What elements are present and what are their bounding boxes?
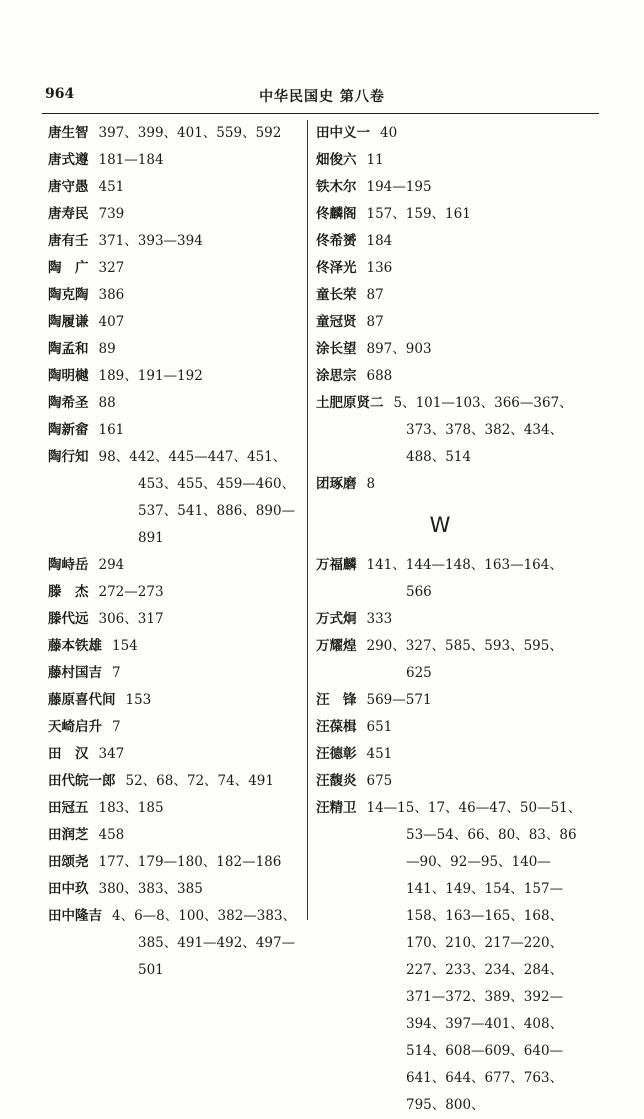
index-entry	[48, 768, 306, 795]
index-entry	[316, 309, 586, 336]
entry-pages: 290、327、585、593、595、625	[366, 638, 563, 681]
entry-pages: 306、317	[98, 611, 164, 627]
entry-pages: 386	[98, 287, 125, 303]
entry-name: 唐有壬	[48, 233, 89, 249]
entry-pages: 177、179—180、182—186	[98, 854, 282, 870]
entry-name: 陶峙岳	[48, 557, 89, 573]
entry-name: 万耀煌	[316, 638, 357, 654]
index-entry	[48, 903, 306, 984]
entry-pages: 161	[98, 422, 125, 438]
entry-name: 陶履谦	[48, 314, 89, 330]
entry-pages: 153	[125, 692, 152, 708]
index-entry	[316, 633, 586, 687]
header-rule	[42, 113, 599, 114]
entry-pages: 136	[366, 260, 393, 276]
index-entry	[316, 147, 586, 174]
index-entry	[316, 255, 586, 282]
entry-pages: 8	[366, 476, 376, 492]
entry-name: 童冠贤	[316, 314, 357, 330]
index-entry	[316, 471, 586, 498]
entry-pages: 184	[366, 233, 393, 249]
entry-name: 汪葆楫	[316, 719, 357, 735]
entry-pages: 294	[98, 557, 125, 573]
entry-name: 田 汉	[48, 746, 89, 762]
entry-name: 陶明樾	[48, 368, 89, 384]
entry-name: 陶新畲	[48, 422, 89, 438]
entry-pages: 897、903	[366, 341, 432, 357]
entry-name: 畑俊六	[316, 152, 357, 168]
entry-pages: 347	[98, 746, 125, 762]
index-entry	[48, 849, 306, 876]
entry-name: 陶克陶	[48, 287, 89, 303]
index-entry	[316, 768, 586, 795]
entry-pages: 7	[112, 665, 121, 681]
index-entry	[48, 390, 306, 417]
entry-pages: 88	[98, 395, 116, 411]
entry-name: 涂思宗	[316, 368, 357, 384]
entry-pages: 407	[98, 314, 125, 330]
entry-pages: 194—195	[366, 179, 432, 195]
entry-pages: 183、185	[98, 800, 164, 816]
entry-name: 万式炯	[316, 611, 357, 627]
entry-pages: 397、399、401、559、592	[98, 125, 282, 141]
entry-name: 唐生智	[48, 125, 89, 141]
index-entry	[48, 363, 306, 390]
index-entry	[316, 174, 586, 201]
index-entry	[48, 282, 306, 309]
index-entry	[316, 120, 586, 147]
entry-name: 滕代远	[48, 611, 89, 627]
entry-pages: 189、191—192	[98, 368, 203, 384]
entry-name: 陶希圣	[48, 395, 89, 411]
entry-name: 唐式遵	[48, 152, 89, 168]
entry-name: 万福麟	[316, 557, 357, 573]
entry-name: 汪德彰	[316, 746, 357, 762]
index-entry	[48, 795, 306, 822]
index-column-left	[48, 120, 306, 984]
entry-pages: 141、144—148、163—164、566	[366, 557, 563, 600]
section-letter: W	[429, 513, 451, 537]
entry-pages: 458	[98, 827, 125, 843]
entry-name: 唐守愚	[48, 179, 89, 195]
entry-name: 佟泽光	[316, 260, 357, 276]
entry-pages: 181—184	[98, 152, 164, 168]
index-entry	[48, 552, 306, 579]
entry-pages: 5、101—103、366—367、373、378、382、434、488、514	[393, 395, 573, 465]
index-entry	[48, 174, 306, 201]
index-entry	[48, 201, 306, 228]
index-entry	[48, 606, 306, 633]
entry-pages: 11	[366, 152, 384, 168]
entry-name: 团琢磨	[316, 476, 357, 492]
entry-name: 唐寿民	[48, 206, 89, 222]
entry-name: 田冠五	[48, 800, 89, 816]
entry-pages: 380、383、385	[98, 881, 203, 897]
index-entry	[48, 633, 306, 660]
entry-name: 田中隆吉	[48, 908, 102, 924]
index-entry	[316, 201, 586, 228]
index-entry	[316, 741, 586, 768]
running-title: 中华民国史 第八卷	[259, 89, 385, 105]
index-entry	[48, 876, 306, 903]
index-entry	[316, 552, 586, 606]
index-entry	[316, 363, 586, 390]
index-column-right	[316, 120, 586, 1119]
entry-name: 土肥原贤二	[316, 395, 384, 411]
page-number: 964	[45, 86, 75, 102]
entry-pages: 371、393—394	[98, 233, 203, 249]
index-entry	[316, 795, 586, 1119]
index-entry	[316, 606, 586, 633]
entry-name: 佟麟阁	[316, 206, 357, 222]
index-entry	[48, 579, 306, 606]
entry-pages: 327	[98, 260, 125, 276]
index-entry	[316, 390, 586, 471]
entry-pages: 87	[366, 314, 384, 330]
entry-name: 铁木尔	[316, 179, 357, 195]
entry-name: 陶行知	[48, 449, 89, 465]
entry-name: 藤村国吉	[48, 665, 102, 681]
index-entry	[316, 714, 586, 741]
entry-name: 汪精卫	[316, 800, 357, 816]
index-entry	[48, 255, 306, 282]
entry-name: 田颂尧	[48, 854, 89, 870]
entry-pages: 451	[98, 179, 125, 195]
index-entry	[48, 444, 306, 552]
entry-pages: 14—15、17、46—47、50—51、53—54、66、80、83、86—90、92—95、140—141、149、154、157—158、163—165、168、170、210、217—220、227、233、234、284、371—372、389、392—394、397—401、408、514、608—609、640—641、644、677、763、795、800、	[366, 800, 582, 1113]
index-entry	[316, 336, 586, 363]
entry-pages: 451	[366, 746, 393, 762]
entry-name: 童长荣	[316, 287, 357, 303]
entry-pages: 87	[366, 287, 384, 303]
entry-pages: 157、159、161	[366, 206, 471, 222]
entry-pages: 272—273	[98, 584, 164, 600]
entry-name: 佟希赟	[316, 233, 357, 249]
entry-pages: 651	[366, 719, 393, 735]
entry-name: 田润芝	[48, 827, 89, 843]
index-entry	[316, 282, 586, 309]
entry-pages: 4、6—8、100、382—383、385、491—492、497—501	[112, 908, 297, 978]
column-divider	[307, 120, 308, 920]
entry-name: 陶 广	[48, 260, 89, 276]
entry-name: 涂长望	[316, 341, 357, 357]
entry-name: 藤本铁雄	[48, 638, 102, 654]
index-entry	[48, 147, 306, 174]
entry-pages: 7	[112, 719, 121, 735]
entry-name: 田中玖	[48, 881, 89, 897]
index-entry	[48, 417, 306, 444]
entry-name: 陶孟和	[48, 341, 89, 357]
entry-name: 滕 杰	[48, 584, 89, 600]
entry-name: 汪 锋	[316, 692, 357, 708]
index-entry	[48, 741, 306, 768]
entry-pages: 569—571	[366, 692, 432, 708]
index-entry	[316, 228, 586, 255]
entry-name: 田中义一	[316, 125, 370, 141]
index-entry	[48, 714, 306, 741]
entry-pages: 688	[366, 368, 393, 384]
index-entry	[48, 336, 306, 363]
entry-name: 田代皖一郎	[48, 773, 116, 789]
entry-name: 藤原喜代间	[48, 692, 116, 708]
entry-pages: 739	[98, 206, 125, 222]
index-entry	[48, 660, 306, 687]
index-entry	[316, 687, 586, 714]
entry-name: 天崎启升	[48, 719, 102, 735]
index-entry	[48, 687, 306, 714]
index-entry	[48, 120, 306, 147]
entry-pages: 52、68、72、74、491	[125, 773, 274, 789]
entry-pages: 89	[98, 341, 116, 357]
index-entry	[48, 228, 306, 255]
entry-pages: 333	[366, 611, 393, 627]
entry-name: 汪馥炎	[316, 773, 357, 789]
entry-pages: 675	[366, 773, 393, 789]
entry-pages: 154	[112, 638, 138, 654]
entry-pages: 98、442、445—447、451、453、455、459—460、537、541、886、890—891	[98, 449, 296, 546]
index-entry	[48, 822, 306, 849]
index-entry	[48, 309, 306, 336]
entry-pages: 40	[380, 125, 398, 141]
